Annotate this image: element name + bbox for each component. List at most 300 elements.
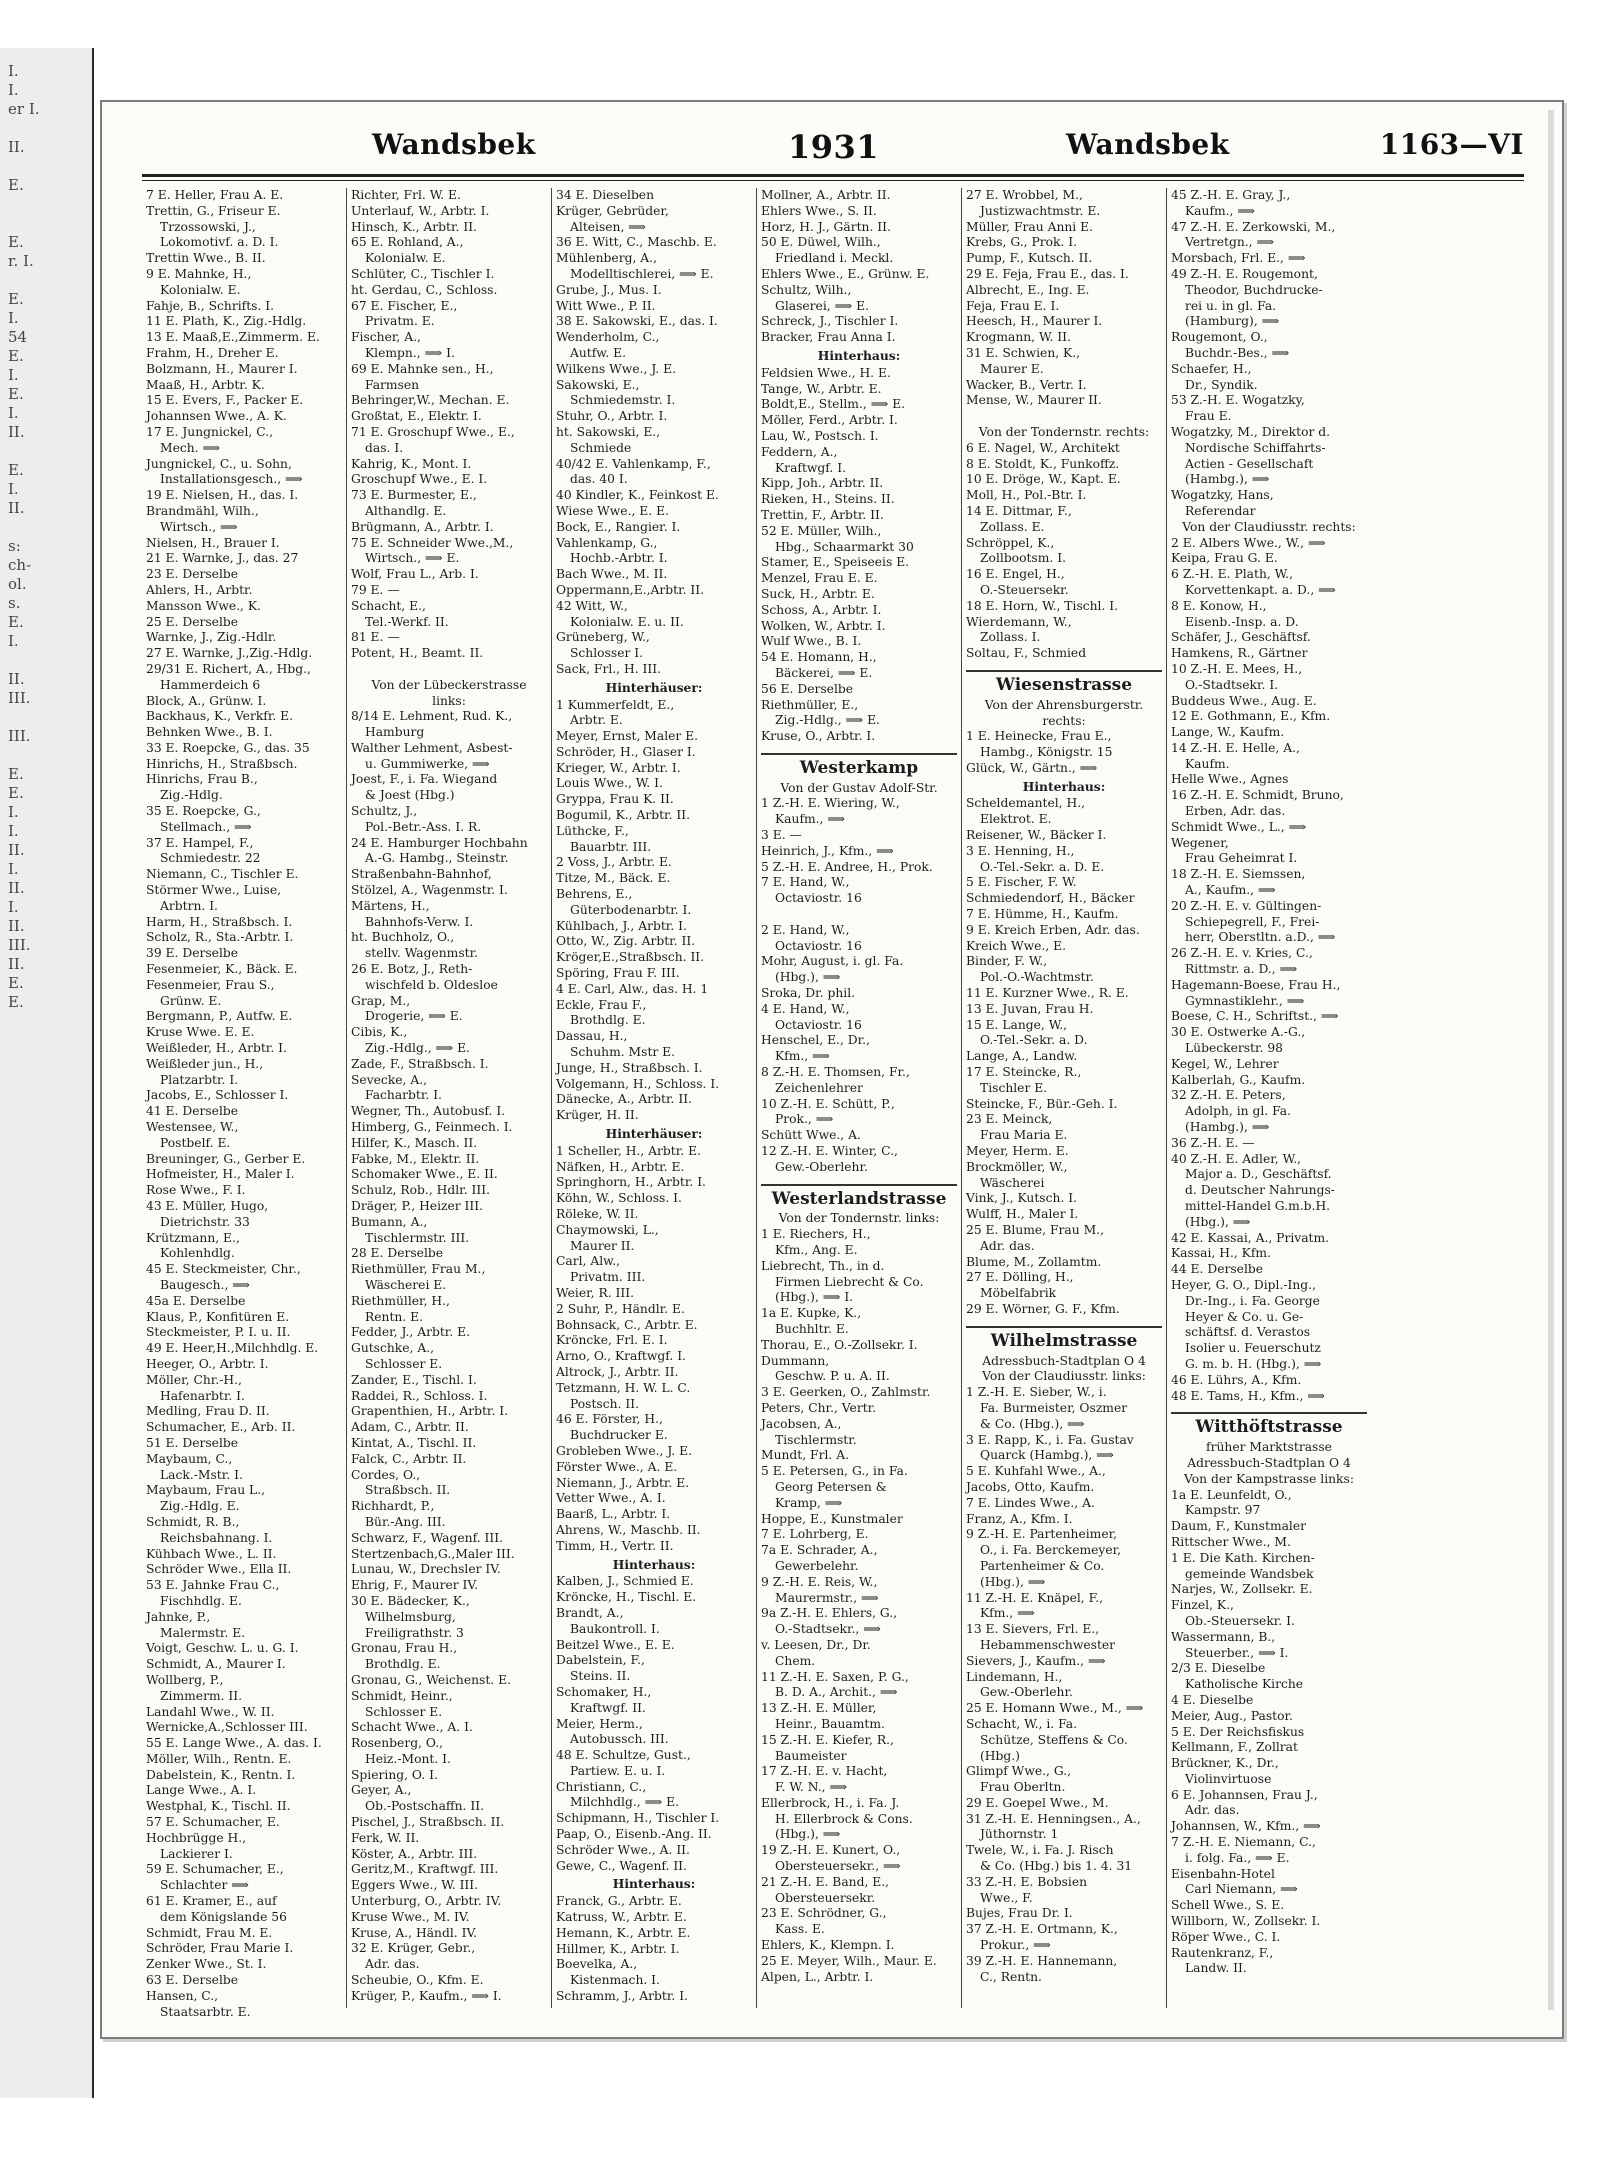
street-note: Von der Tondernstr. rechts:	[978, 424, 1150, 439]
header-year: 1931	[788, 128, 880, 166]
directory-entry: Eisenbahn-Hotel	[1171, 1866, 1275, 1881]
directory-entry: Pump, F., Kutsch. II.	[966, 251, 1093, 266]
directory-entry: Mühlenberg, A.,	[556, 251, 657, 266]
edge-fragment	[8, 157, 40, 176]
directory-entry: Lack.-Mstr. I.	[160, 1467, 243, 1482]
directory-entry: Weißleder jun., H.,	[146, 1056, 264, 1071]
directory-entry: Möller, Chr.-H.,	[146, 1372, 242, 1387]
directory-entry: Möller, Wilh., Rentn. E.	[146, 1751, 292, 1766]
directory-entry: 19 Z.-H. E. Kunert, O.,	[761, 1843, 901, 1858]
directory-entry: Lüthcke, F.,	[556, 823, 629, 838]
directory-entry: 53 E. Jahnke Frau C.,	[146, 1578, 280, 1593]
directory-entry: Tange, W., Arbtr. E.	[761, 381, 882, 396]
directory-entry: (Hamburg), ⟹	[1185, 314, 1280, 329]
edge-fragment: I.	[8, 632, 19, 650]
directory-entry: Wolf, Frau L., Arb. I.	[351, 567, 479, 582]
directory-entry: 1 Z.-H. E. Wiering, W.,	[761, 796, 900, 811]
directory-entry: ht. Gerdau, C., Schloss.	[351, 282, 498, 297]
directory-entry: Scholz, R., Sta.-Arbtr. I.	[146, 930, 294, 945]
street-note: früher Marktstrasse	[1206, 1440, 1332, 1455]
directory-entry: Dr.-Ing., i. Fa. George	[1185, 1293, 1320, 1308]
header-right-title: Wandsbek	[1066, 128, 1230, 161]
directory-entry: Dietrichstr. 33	[160, 1214, 250, 1229]
directory-entry: Schiepegrell, F., Frei-	[1185, 914, 1320, 929]
directory-entry: Gewe, C., Wagenf. II.	[556, 1858, 687, 1873]
directory-entry: Schacht Wwe., A. I.	[351, 1720, 473, 1735]
edge-fragment: E.	[8, 385, 24, 403]
directory-entry: Richhardt, P.,	[351, 1499, 435, 1514]
directory-entry: Brockmöller, W.,	[966, 1159, 1068, 1174]
directory-entry: 41 E. Derselbe	[146, 1104, 239, 1119]
directory-entry: Johannsen Wwe., A. K.	[146, 409, 287, 424]
directory-entry: Modelltischlerei, ⟹ E.	[570, 266, 714, 281]
directory-entry: Riethmüller, E.,	[761, 697, 859, 712]
edge-fragment: I.	[8, 898, 19, 916]
directory-entry: das. 40 I.	[570, 472, 628, 487]
directory-entry: 5 E. Fischer, F. W.	[966, 875, 1077, 890]
directory-entry: Ob.-Postschaffn. II.	[365, 1799, 484, 1814]
directory-entry: 7 E. Lindes Wwe., A.	[966, 1495, 1095, 1510]
directory-entry: Tischler E.	[980, 1080, 1048, 1095]
directory-entry: Schacht, E.,	[351, 598, 426, 613]
directory-entry: 45a E. Derselbe	[146, 1293, 246, 1308]
section-label: Hinterhaus:	[612, 1556, 696, 1572]
directory-entry: Morsbach, Frl. E., ⟹	[1171, 251, 1306, 266]
directory-entry: Mohr, August, i. gl. Fa.	[761, 954, 904, 969]
directory-entry: Nielsen, H., Brauer I.	[146, 535, 280, 550]
directory-entry: Bock, E., Rangier. I.	[556, 519, 681, 534]
directory-entry: ht. Buchholz, O.,	[351, 930, 455, 945]
directory-column	[757, 188, 962, 2008]
directory-entry: Eisenb.-Insp. a. D.	[1185, 614, 1299, 629]
directory-entry: Lunau, W., Drechsler IV.	[351, 1562, 501, 1577]
directory-entry: Medling, Frau D. II.	[146, 1404, 270, 1419]
street-heading: Westerkamp	[761, 753, 957, 777]
directory-entry: Kaufm.	[1185, 756, 1230, 771]
directory-entry: Schröder Wwe., A. II.	[556, 1842, 690, 1857]
directory-entry: Wogatzky, M., Direktor d.	[1171, 424, 1331, 439]
directory-entry: 55 E. Lange Wwe., A. das. I.	[146, 1736, 322, 1751]
directory-entry: 2 E. Hand, W.,	[761, 922, 850, 937]
directory-entry: u. Gummiwerke, ⟹	[365, 756, 490, 771]
directory-entry: Ob.-Steuersekr. I.	[1185, 1613, 1295, 1628]
directory-entry: 25 E. Derselbe	[146, 614, 239, 629]
directory-entry: Weier, R. III.	[556, 1285, 635, 1300]
street-note: Adressbuch-Stadtplan O 4	[1187, 1455, 1351, 1470]
directory-entry: 7 E. Hand, W.,	[761, 875, 850, 890]
directory-entry: dem Königslande 56	[160, 1909, 287, 1924]
directory-entry: Christiann, C.,	[556, 1779, 647, 1794]
directory-entry: Schütze, Steffens & Co.	[980, 1732, 1128, 1747]
directory-entry: Lange, W., Kaufm.	[1171, 725, 1285, 740]
directory-entry: 3 E. Geerken, O., Zahlmstr.	[761, 1385, 931, 1400]
directory-entry: v. Leesen, Dr., Dr.	[761, 1637, 871, 1652]
directory-entry: Moll, H., Pol.-Btr. I.	[966, 488, 1087, 503]
directory-entry: 13 E. Maaß,E.,Zimmerm. E.	[146, 330, 320, 345]
directory-entry: Bumann, A.,	[351, 1214, 428, 1229]
directory-entry: Kfm., ⟹	[775, 1049, 830, 1064]
street-heading: Witthöftstrasse	[1171, 1412, 1367, 1436]
directory-entry: Springhorn, H., Arbtr. I.	[556, 1175, 706, 1190]
edge-fragment: E.	[8, 233, 24, 251]
directory-entry: Grube, J., Mus. I.	[556, 282, 662, 297]
directory-entry: Krüger, H. II.	[556, 1108, 639, 1123]
directory-entry: Brügmann, A., Arbtr. I.	[351, 519, 494, 534]
directory-entry: Meyer, Ernst, Maler E.	[556, 729, 699, 744]
street-note: Adressbuch-Stadtplan O 4	[982, 1353, 1146, 1368]
directory-entry: Vink, J., Kutsch. I.	[966, 1191, 1077, 1206]
directory-entry: Fischer, A.,	[351, 330, 421, 345]
directory-entry: Arno, O., Kraftwgf. I.	[556, 1349, 686, 1364]
directory-entry: Schmidt, Heinr.,	[351, 1688, 453, 1703]
directory-entry: Liebrecht, Th., in d.	[761, 1258, 885, 1273]
directory-entry: Bahnhofs-Verw. I.	[365, 914, 474, 929]
directory-entry: Reichsbahnang. I.	[160, 1530, 273, 1545]
directory-entry: Brothdlg. E.	[365, 1657, 441, 1672]
directory-entry: 7 Z.-H. E. Niemann, C.,	[1171, 1835, 1316, 1850]
directory-entry: Schlosser E.	[365, 1356, 443, 1371]
directory-entry: Zollbootsm. I.	[980, 551, 1066, 566]
directory-entry: Heesch, H., Maurer I.	[966, 314, 1103, 329]
directory-entry: Wirtsch., ⟹	[160, 519, 238, 534]
edge-fragment: I.	[8, 803, 19, 821]
header-rule-thin	[142, 180, 1524, 181]
edge-fragment: III.	[8, 727, 31, 745]
directory-entry: Zig.-Hdlg., ⟹ E.	[365, 1041, 470, 1056]
edge-fragment: E.	[8, 974, 24, 992]
directory-entry: 14 E. Dittmar, F.,	[966, 503, 1072, 518]
directory-entry: Timm, H., Vertr. II.	[556, 1538, 674, 1553]
directory-entry: 73 E. Burmester, E.,	[351, 488, 477, 503]
directory-entry: Stertzenbach,G.,Maler III.	[351, 1546, 515, 1561]
directory-entry: Grapenthien, H., Arbtr. I.	[351, 1404, 509, 1419]
directory-entry: Privatm. E.	[365, 314, 435, 329]
directory-entry: 1 Kummerfeldt, E.,	[556, 697, 675, 712]
directory-entry: Feldsien Wwe., H. E.	[761, 365, 891, 380]
directory-entry: 23 E. Derselbe	[146, 567, 239, 582]
directory-entry: Thorau, E., O.-Zollsekr. I.	[761, 1337, 918, 1352]
directory-entry: Kruse, O., Arbtr. I.	[761, 729, 876, 744]
directory-entry: Bracker, Frau Anna I.	[761, 330, 896, 345]
directory-entry: 31 Z.-H. E. Henningsen., A.,	[966, 1811, 1141, 1826]
directory-entry: 33 Z.-H. E. Bobsien	[966, 1874, 1088, 1889]
directory-entry: 14 Z.-H. E. Helle, A.,	[1171, 740, 1300, 755]
directory-entry: 54 E. Homann, H.,	[761, 650, 877, 665]
edge-fragment	[8, 119, 40, 138]
directory-entry: Jungnickel, C., u. Sohn,	[146, 456, 292, 471]
directory-entry: 42 E. Kassai, A., Privatm.	[1171, 1230, 1330, 1245]
directory-entry: Schmiedemstr. I.	[570, 393, 676, 408]
directory-entry: Grobleben Wwe., J. E.	[556, 1443, 693, 1458]
directory-entry: Brandmähl, Wilh.,	[146, 503, 259, 518]
directory-entry: Schramm, J., Arbtr. I.	[556, 1989, 688, 2004]
directory-entry: Erben, Adr. das.	[1185, 804, 1286, 819]
directory-entry: Beitzel Wwe., E. E.	[556, 1637, 675, 1652]
directory-entry: Pol.-O.-Wachtmstr.	[980, 970, 1094, 985]
directory-entry: Spiering, O. I.	[351, 1767, 438, 1782]
directory-entry: Junge, H., Straßbsch. I.	[556, 1060, 703, 1075]
street-note: Von der Kampstrasse links:	[1184, 1471, 1354, 1486]
directory-entry: 9 Z.-H. E. Reis, W.,	[761, 1574, 878, 1589]
edge-fragment	[8, 214, 40, 233]
directory-entry: Hinrichs, Frau B.,	[146, 772, 258, 787]
directory-entry: 53 Z.-H. E. Wogatzky,	[1171, 393, 1305, 408]
edge-fragment: E.	[8, 613, 24, 631]
directory-entry: Wierdemann, W.,	[966, 614, 1072, 629]
directory-entry: Gew.-Oberlehr.	[775, 1159, 868, 1174]
street-note: Von der Ahrensburgerstr.	[984, 697, 1144, 712]
directory-entry: Kassai, H., Kfm.	[1171, 1246, 1271, 1261]
directory-entry: 44 E. Derselbe	[1171, 1262, 1264, 1277]
directory-entry: Maaß, H., Arbtr. K.	[146, 377, 265, 392]
directory-entry: 18 E. Horn, W., Tischl. I.	[966, 598, 1119, 613]
directory-entry: Franck, G., Arbtr. E.	[556, 1894, 682, 1909]
directory-entry: Block, A., Grünw. I.	[146, 693, 267, 708]
directory-entry: Gewerbelehr.	[775, 1558, 859, 1573]
directory-entry: 7a E. Schrader, A.,	[761, 1543, 878, 1558]
directory-entry: Bergmann, P., Autfw. E.	[146, 1009, 293, 1024]
directory-entry: Glück, W., Gärtn., ⟹	[966, 760, 1098, 775]
directory-entry: Referendar	[1185, 503, 1256, 518]
directory-entry: Hilfer, K., Masch. II.	[351, 1135, 478, 1150]
directory-entry: 2 Voss, J., Arbtr. E.	[556, 855, 672, 870]
directory-entry: Grünw. E.	[160, 993, 222, 1008]
directory-entry: Hinsch, K., Arbtr. II.	[351, 219, 477, 234]
directory-entry: Eckle, Frau F.,	[556, 997, 647, 1012]
directory-entry: Rittmstr. a. D., ⟹	[1185, 962, 1298, 977]
directory-entry: 43 E. Müller, Hugo,	[146, 1199, 269, 1213]
directory-entry: 19 E. Nielsen, H., das. I.	[146, 488, 299, 503]
directory-entry: Zimmerm. II.	[160, 1688, 243, 1703]
directory-entry: Lau, W., Postsch. I.	[761, 428, 879, 443]
directory-entry: Carl Niemann, ⟹	[1185, 1882, 1298, 1897]
directory-column	[1167, 188, 1371, 2008]
directory-entry: Brothdlg. E.	[570, 1013, 646, 1028]
directory-entry: Krüger, P., Kaufm., ⟹ I.	[351, 1988, 502, 2003]
directory-entry: Voigt, Geschw. L. u. G. I.	[146, 1641, 299, 1656]
directory-entry: Heinr., Bauamtm.	[775, 1716, 885, 1731]
directory-entry: Tischlermstr. III.	[365, 1230, 470, 1245]
directory-entry: Reisener, W., Bäcker I.	[966, 828, 1107, 843]
directory-entry: Vetter Wwe., A. I.	[556, 1491, 666, 1506]
directory-entry: Kintat, A., Tischl. II.	[351, 1435, 477, 1450]
directory-entry: Hansen, C.,	[146, 1988, 219, 2003]
directory-entry: Stuhr, O., Arbtr. I.	[556, 409, 668, 424]
directory-entry: Zig.-Hdlg.	[160, 788, 223, 803]
directory-entry: Köster, A., Arbtr. III.	[351, 1846, 478, 1861]
directory-entry: Schröppel, K.,	[966, 535, 1055, 550]
directory-entry: 25 E. Meyer, Wilh., Maur. E.	[761, 1953, 937, 1968]
directory-entry: Tetzmann, H. W. L. C.	[556, 1380, 691, 1395]
directory-entry: 26 Z.-H. E. v. Kries, C.,	[1171, 946, 1313, 961]
header-rule	[142, 174, 1524, 177]
directory-entry: Kalberlah, G., Kaufm.	[1171, 1072, 1306, 1087]
directory-entry: 27 E. Dölling, H.,	[966, 1270, 1074, 1285]
directory-entry: Fa. Burmeister, Oszmer	[980, 1400, 1128, 1415]
directory-entry: 3 E. —	[761, 828, 802, 843]
directory-entry: Schultz, Wilh.,	[761, 282, 852, 297]
directory-entry: 71 E. Groschupf Wwe., E.,	[351, 424, 515, 439]
directory-entry: Sevecke, A.,	[351, 1072, 428, 1087]
directory-entry: Schomaker, H.,	[556, 1684, 652, 1699]
directory-entry: Schlachter ⟹	[160, 1878, 249, 1893]
directory-entry: 65 E. Rohland, A.,	[351, 235, 464, 250]
directory-entry: Willborn, W., Zollsekr. I.	[1171, 1914, 1321, 1929]
directory-entry: 36 E. Witt, C., Maschb. E.	[556, 235, 717, 250]
directory-entry: Schell Wwe., S. E.	[1171, 1898, 1285, 1913]
directory-entry: 4 E. Carl, Alw., das. H. 1	[556, 981, 709, 996]
directory-column	[962, 188, 1167, 2008]
street-note: Von der Claudiusstr. links:	[982, 1369, 1146, 1384]
directory-entry: 8 E. Konow, H.,	[1171, 598, 1267, 613]
directory-entry: Wulff, H., Maler I.	[966, 1207, 1079, 1222]
directory-entry: 1 E. Die Kath. Kirchen-	[1171, 1550, 1315, 1565]
street-note: Von der Tondernstr. links:	[778, 1211, 940, 1226]
directory-entry: Kühbach Wwe., L. II.	[146, 1546, 277, 1561]
directory-entry: Großtat, E., Elektr. I.	[351, 409, 482, 424]
edge-fragment: I.	[8, 309, 19, 327]
directory-entry: Behnken Wwe., B. I.	[146, 725, 273, 740]
directory-entry: 11 E. Plath, K., Zig.-Hdlg.	[146, 314, 307, 329]
directory-entry: Altrock, J., Arbtr. II.	[556, 1364, 679, 1379]
directory-entry: Heinrich, J., Kfm., ⟹	[761, 843, 894, 858]
directory-entry: 9 E. Mahnke, H.,	[146, 266, 252, 281]
directory-entry: Klempn., ⟹ I.	[365, 345, 455, 360]
directory-entry: Kruse Wwe. E. E.	[146, 1025, 255, 1040]
directory-entry: Wilhelmsburg,	[365, 1609, 456, 1624]
directory-entry: Katruss, W., Arbtr. E.	[556, 1910, 687, 1925]
directory-entry: Milchhdlg., ⟹ E.	[570, 1795, 680, 1810]
directory-entry: Brückner, K., Dr.,	[1171, 1756, 1279, 1771]
directory-entry: Steckmeister, P. I. u. II.	[146, 1325, 291, 1340]
directory-entry: Kreich Wwe., E.	[966, 938, 1067, 953]
directory-entry: 3 E. Henning, H.,	[966, 843, 1075, 858]
directory-entry: Partenheimer & Co.	[980, 1558, 1105, 1573]
directory-entry: Privatm. III.	[570, 1270, 646, 1285]
directory-entry: Kröncke, H., Tischl. E.	[556, 1590, 697, 1605]
directory-entry: 48 E. Tams, H., Kfm., ⟹	[1171, 1388, 1325, 1403]
directory-entry: i. folg. Fa., ⟹ E.	[1185, 1850, 1290, 1865]
directory-entry: Rougemont, O.,	[1171, 330, 1268, 345]
directory-entry: Buchhltr. E.	[775, 1321, 849, 1336]
directory-entry	[761, 907, 957, 923]
directory-entry: Rieken, H., Steins. II.	[761, 492, 895, 507]
directory-entry: Breuninger, G., Gerber E.	[146, 1151, 306, 1166]
directory-entry: Kolonialw. E.	[160, 282, 241, 297]
directory-entry: Wiese Wwe., E. E.	[556, 503, 669, 518]
directory-entry: Platzarbtr. I.	[160, 1072, 239, 1087]
directory-entry: Meier, Aug., Pastor.	[1171, 1708, 1293, 1723]
directory-entry: Güterbodenarbtr. I.	[570, 902, 692, 917]
directory-entry: 9 E. Kreich Erben, Adr. das.	[966, 922, 1140, 937]
directory-entry: 29 E. Wörner, G. F., Kfm.	[966, 1301, 1120, 1316]
directory-entry: Dänecke, A., Arbtr. II.	[556, 1092, 692, 1107]
directory-entry: Pol.-Betr.-Ass. I. R.	[365, 819, 482, 834]
directory-entry: Baumeister	[775, 1748, 847, 1763]
directory-entry: Unterburg, O., Arbtr. IV.	[351, 1894, 502, 1909]
directory-entry: Kühlbach, J., Arbtr. I.	[556, 918, 687, 933]
directory-entry: Richter, Frl. W. E.	[351, 188, 461, 202]
edge-fragment: II.	[8, 423, 25, 441]
directory-entry: Mollner, A., Arbtr. II.	[761, 188, 891, 202]
directory-entry: Möbelfabrik	[980, 1286, 1057, 1301]
directory-entry: 17 E. Steincke, R.,	[966, 1065, 1082, 1080]
directory-entry: Malermstr. E.	[160, 1625, 246, 1640]
street-note: Von der Lübeckerstrasse	[371, 677, 527, 692]
directory-entry: Steins. II.	[570, 1669, 631, 1684]
directory-entry: Cibis, K.,	[351, 1025, 408, 1040]
directory-entry: Köhn, W., Schloss. I.	[556, 1191, 682, 1206]
edge-fragment: II.	[8, 917, 25, 935]
directory-entry: Kellmann, F., Zollrat	[1171, 1740, 1298, 1755]
directory-entry: 46 E. Förster, H.,	[556, 1412, 663, 1427]
directory-entry: Frau Geheimrat I.	[1185, 851, 1298, 866]
directory-entry: Lackierer I.	[160, 1846, 233, 1861]
directory-entry: Wollberg, P.,	[146, 1672, 224, 1687]
directory-entry: Obersteuersekr., ⟹	[775, 1859, 901, 1874]
section-label: Hinterhäuser:	[605, 679, 703, 695]
directory-entry: Kohlenhdlg.	[160, 1246, 235, 1261]
directory-entry: Wwe., F.	[980, 1890, 1033, 1905]
directory-entry: (Hbg.), ⟹	[775, 970, 841, 985]
directory-entry: Warnke, J., Zig.-Hdlr.	[146, 630, 277, 645]
directory-entry: Schmidt, A., Maurer I.	[146, 1657, 286, 1672]
directory-entry: 49 Z.-H. E. Rougemont,	[1171, 266, 1318, 281]
directory-entry: 11 Z.-H. E. Knäpel, F.,	[966, 1590, 1104, 1605]
directory-entry: Brandt, A.,	[556, 1605, 624, 1620]
directory-entry: 5 E. Der Reichsfiskus	[1171, 1724, 1305, 1739]
directory-entry: Krogmann, W. II.	[966, 330, 1071, 345]
directory-entry: 1 Scheller, H., Arbtr. E.	[556, 1143, 701, 1158]
directory-entry: Wernicke,A.,Schlosser III.	[146, 1720, 308, 1735]
directory-entry: Schäfer, J., Geschäftsf.	[1171, 630, 1311, 645]
directory-entry: Schmiedendorf, H., Bäcker	[966, 891, 1135, 906]
directory-entry: Hofmeister, H., Maler I.	[146, 1167, 295, 1182]
directory-entry: Sievers, J., Kaufm., ⟹	[966, 1653, 1106, 1668]
directory-entry: Octaviostr. 16	[775, 891, 862, 906]
directory-entry: Gryppa, Frau K. II.	[556, 792, 674, 807]
directory-entry: Chem.	[775, 1653, 816, 1668]
directory-entry: Grüneberg, W.,	[556, 630, 650, 645]
directory-entry: 29 E. Feja, Frau E., das. I.	[966, 266, 1129, 281]
directory-entry: Hebammenschwester	[980, 1637, 1116, 1652]
edge-fragment: E.	[8, 347, 24, 365]
directory-entry: Mech. ⟹	[160, 440, 221, 455]
directory-entry: Schultz, J.,	[351, 804, 418, 819]
directory-entry: Behrens, E.,	[556, 887, 633, 902]
directory-entry: 75 E. Schneider Wwe.,M.,	[351, 535, 514, 550]
directory-entry: Wirtsch., ⟹ E.	[365, 551, 460, 566]
directory-entry: 57 E. Schumacher, E.	[146, 1815, 280, 1830]
directory-entry: Facharbtr. I.	[365, 1088, 442, 1103]
edge-fragment: 54	[8, 328, 28, 346]
directory-column	[142, 188, 347, 2019]
directory-entry: Förster Wwe., A. E.	[556, 1459, 678, 1474]
directory-entry: Major a. D., Geschäftsf.	[1185, 1167, 1332, 1182]
directory-entry: Zade, F., Straßbsch. I.	[351, 1056, 489, 1071]
directory-entry: Hafenarbtr. I.	[160, 1388, 245, 1403]
directory-entry: Frau E.	[1185, 409, 1232, 424]
edge-fragment: II.	[8, 670, 25, 688]
directory-entry: Baugesch., ⟹	[160, 1277, 250, 1292]
directory-entry: 23 E. Meinck,	[966, 1112, 1053, 1127]
page-header	[142, 128, 1524, 170]
directory-entry: Bujes, Frau Dr. I.	[966, 1906, 1073, 1921]
edge-fragment: I.	[8, 404, 19, 422]
directory-entry: Ahrens, W., Maschb. II.	[556, 1522, 701, 1537]
edge-fragment: II.	[8, 138, 25, 156]
directory-entry: Zander, E., Tischl. I.	[351, 1372, 477, 1387]
